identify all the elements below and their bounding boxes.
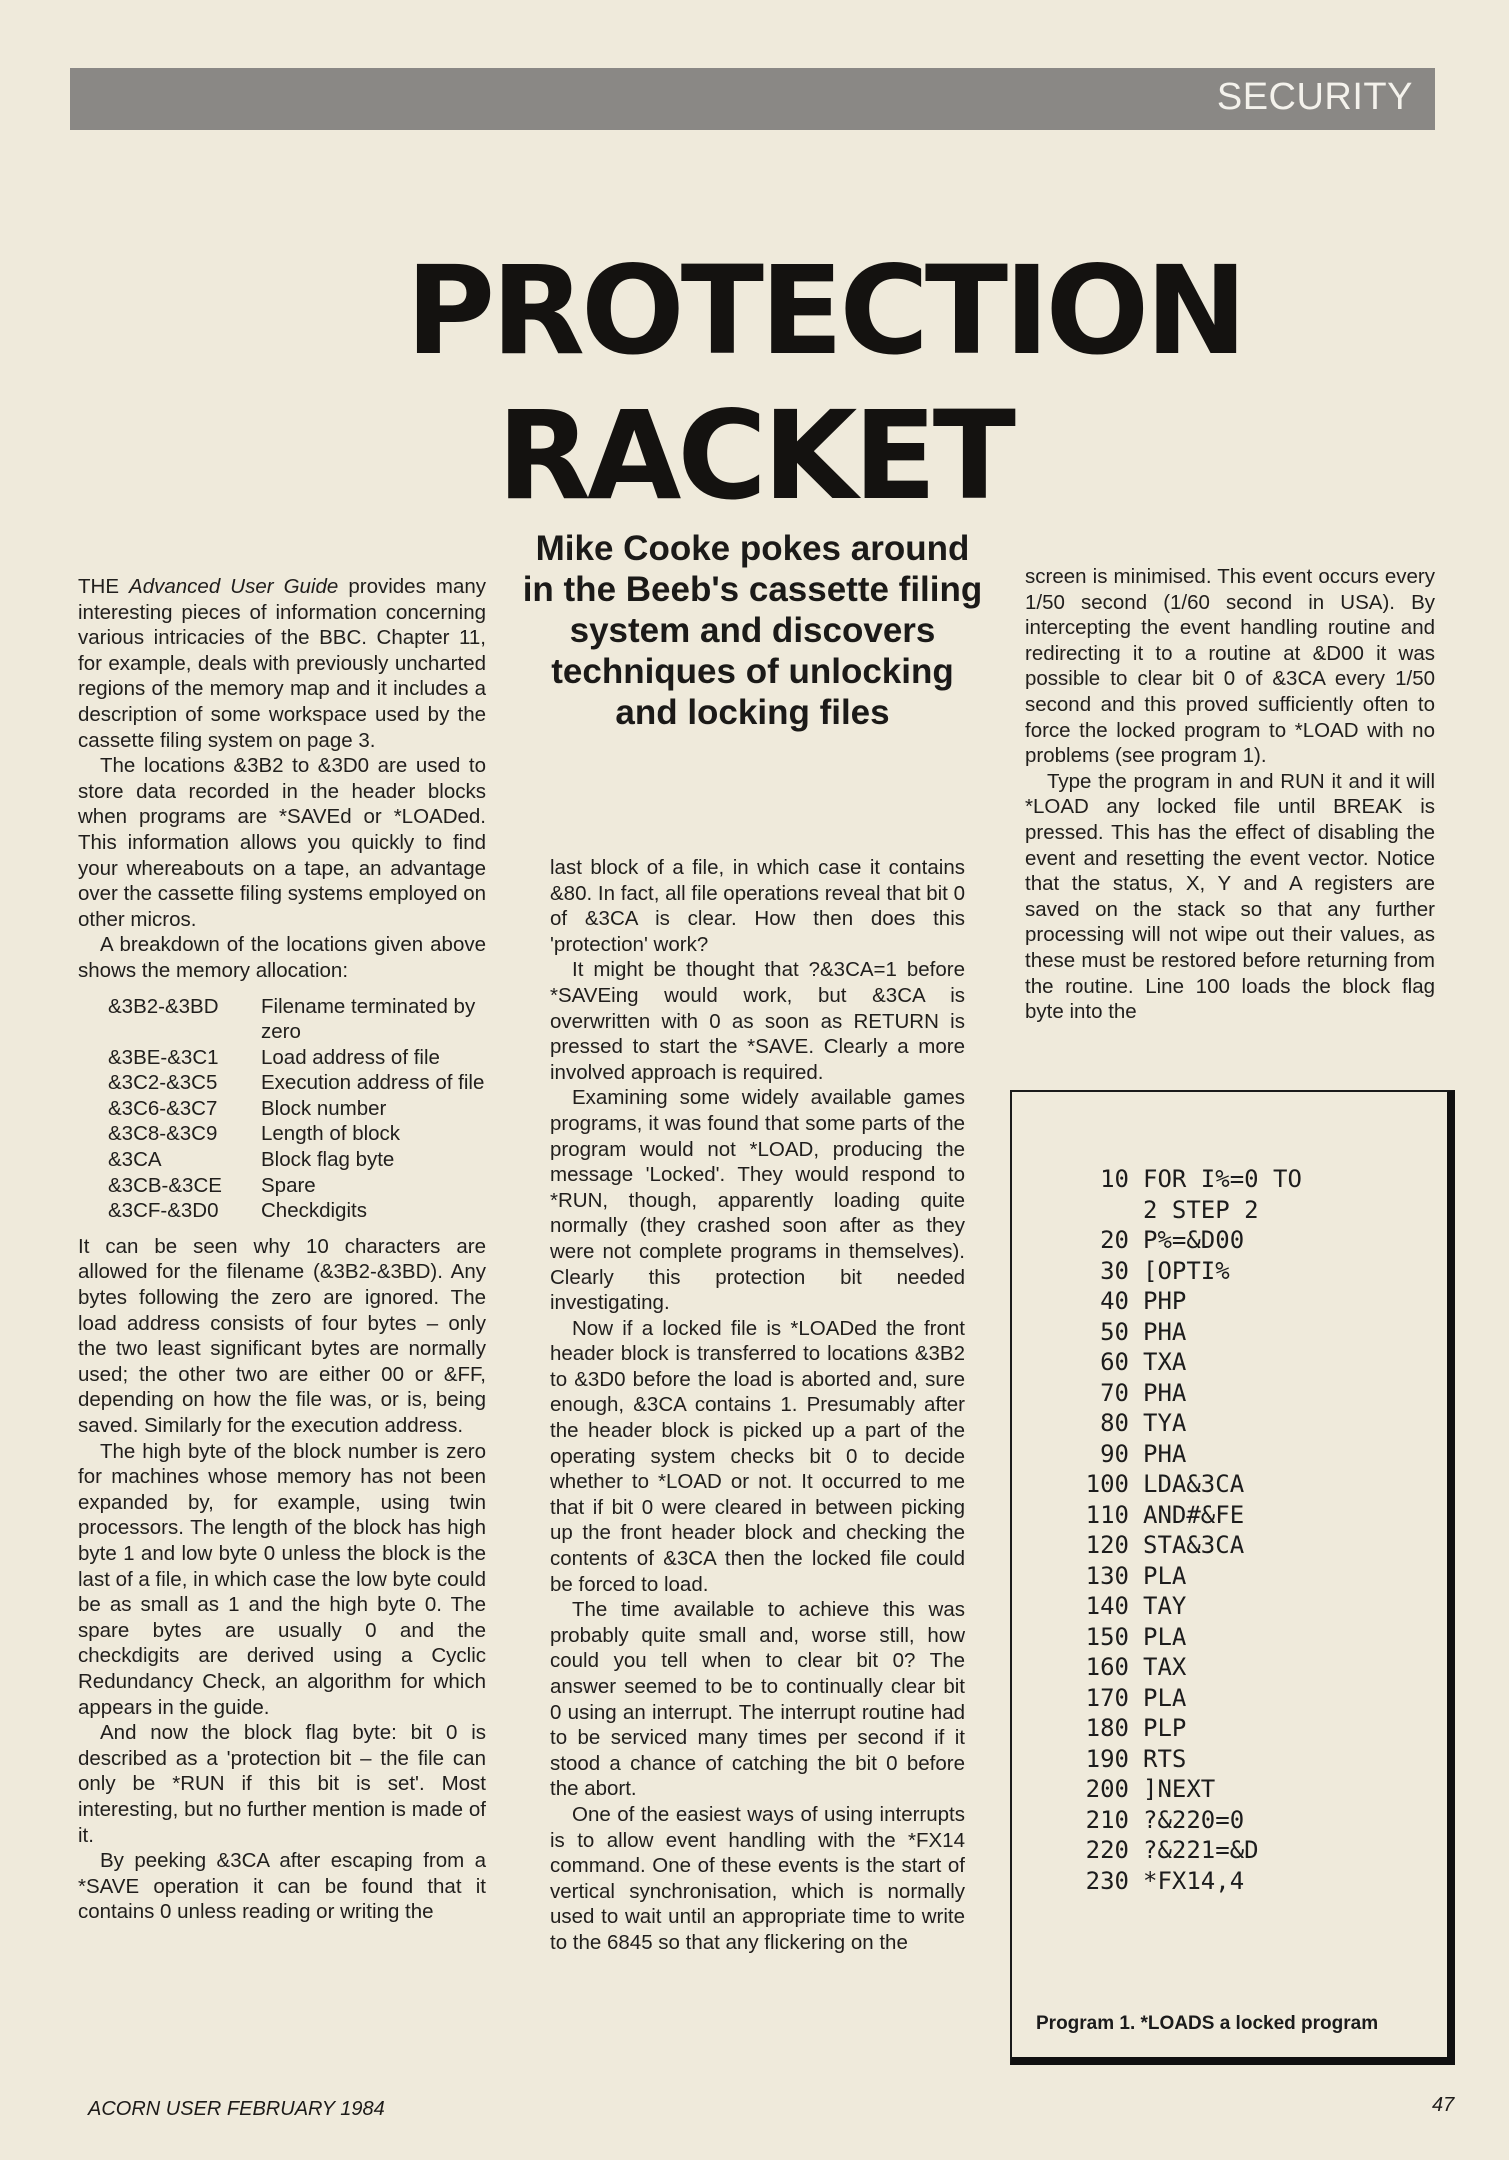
line-code: PLA [1143,1683,1187,1712]
paragraph: Now if a locked file is *LOADed the front header block is transferred to locations &3B2 to &3D0 before the load is aborted and, sure enough, &3CA contains 1. Presumably after the header block is picked up a part of the operating system checks bit 0 to decide whether to *LOAD or not. It occurred to me that if bit 0 were cleared in between picking up the front header block and checking the contents of &3CA then the locked file could be forced to load. [550,1316,965,1596]
line-number: 110 [1085,1500,1129,1529]
line-number: 70 [1100,1378,1129,1407]
line-number: 170 [1085,1683,1129,1712]
allocation-address: &3CA [108,1148,162,1172]
column-1 [78,574,486,1925]
allocation-row [108,1198,486,1224]
code-line [1054,1774,1302,1805]
line-number: 230 [1085,1866,1129,1895]
code-line [1054,1317,1302,1348]
code-line [1054,1683,1302,1714]
allocation-address: &3C8-&3C9 [108,1122,218,1146]
allocation-address: &3C2-&3C5 [108,1071,218,1095]
line-number: 160 [1085,1653,1129,1681]
line-number: 210 [1085,1805,1129,1834]
page-number: 47 [1432,2094,1455,2116]
paragraph: It can be seen why 10 characters are allowed for the filename (&3B2-&3BD). Any bytes following the zero are ignored. The load address consists of four bytes – only the two least significant bytes are normally used; the other two are either 00 or &FF, depending on how the file was, or is, being saved. Similarly for the execution address. [78,1234,486,1437]
line-code: AND#&FE [1143,1500,1245,1529]
section-band [70,68,1435,130]
allocation-address: &3CF-&3D0 [108,1199,219,1223]
allocation-row [108,1096,486,1122]
line-code: P%=&D00 [1143,1226,1245,1254]
allocation-description: Spare [261,1173,316,1197]
program-listing-box [1010,1090,1455,2065]
paragraph: One of the easiest ways of using interrupts is to allow event handling with the *FX14 command. One of these events is the start of vertical synchronisation, which is normally used to wait until an appropriate time to write to the 6845 so that any flickering on the [550,1802,965,1954]
text-run: provides many interesting pieces of information concerning various intricacies of the BBC. Chapter 11, for example, deals with previously uncharted regions of the memory map and it includes a description of some workspace used by the cassette filing system on page 3. [78,575,486,752]
standfirst: Mike Cooke pokes around in the Beeb's cassette filing system and discovers techniques of unlocking and locking files [522,529,983,732]
program-caption: Program 1. *LOADS a locked program [1036,2013,1379,2034]
line-number: 120 [1085,1531,1129,1559]
line-code: FOR I%=0 TO [1143,1165,1302,1193]
line-number [1054,1195,1129,1226]
line-code: PLA [1143,1561,1187,1590]
line-code: PLP [1143,1714,1187,1742]
paragraph: By peeking &3CA after escaping from a *SAVE operation it can be found that it contains 0 unless reading or writing the [78,1849,486,1924]
line-number: 30 [1100,1256,1129,1285]
allocation-description: Execution address of file [261,1071,485,1095]
line-code: ?&221=&D [1143,1836,1259,1864]
code-line [1054,1652,1302,1683]
line-code: TXA [1143,1348,1187,1376]
line-code: PHA [1143,1317,1187,1346]
line-number: 190 [1085,1744,1129,1773]
allocation-row [108,1147,486,1173]
line-number: 130 [1085,1561,1129,1590]
code-line [1054,1164,1302,1195]
paragraph: last block of a file, in which case it contains &80. In fact, all file operations reveal that bit 0 of &3CA is clear. How then does this 'protection' work? [550,856,965,956]
code-line [1054,1561,1302,1592]
paragraph [78,574,486,753]
line-number: 220 [1085,1836,1129,1864]
paragraph: A breakdown of the locations given above shows the memory allocation: [78,933,486,982]
program-listing [1054,1164,1302,1896]
code-line [1054,1622,1302,1653]
line-number: 180 [1085,1714,1129,1742]
line-code: PHA [1143,1378,1187,1407]
line-code: ]NEXT [1143,1775,1216,1803]
line-code: *FX14,4 [1143,1866,1245,1895]
line-number: 80 [1100,1409,1129,1437]
line-code: PLA [1143,1622,1187,1651]
paragraph: And now the block flag byte: bit 0 is described as a 'protection bit – the file can only be *RUN if this bit is set'. Most interesting, but no further mention is made of it. [78,1721,486,1847]
code-line [1054,1866,1302,1897]
line-code: PHA [1143,1439,1187,1468]
column-2 [550,855,965,1956]
allocation-address: &3C6-&3C7 [108,1096,218,1120]
code-line [1054,1225,1302,1256]
book-title: Advanced User Guide [129,575,339,598]
line-code: [OPTI% [1143,1256,1230,1285]
line-code: TAY [1143,1592,1187,1620]
paragraph: It might be thought that ?&3CA=1 before *SAVEing would work, but &3CA is overwritten with 0 as soon as RETURN is pressed to start the *SAVE. Clearly a more involved approach is required. [550,958,965,1084]
allocation-description: Block flag byte [261,1148,395,1172]
headline-line-1: PROTECTION [405,240,1244,382]
allocation-address: &3B2-&3BD [108,994,219,1018]
line-number: 200 [1085,1775,1129,1803]
line-code: LDA&3CA [1143,1470,1245,1498]
line-number: 50 [1100,1317,1129,1346]
paragraph: screen is minimised. This event occurs every 1/50 second (1/60 second in USA). By intercepting the event handling routine and redirecting it to a routine at &D00 it was possible to clear bit 0 of &3CA every 1/50 second and this proved sufficiently often to force the locked program to *LOAD with no problems (see program 1). [1025,565,1435,768]
line-code: RTS [1143,1744,1187,1773]
allocation-address: &3BE-&3C1 [108,1045,219,1069]
section-label: SECURITY [1216,76,1413,118]
headline-line-2: RACKET [497,385,1012,527]
allocation-row [108,1045,486,1071]
code-line [1054,1805,1302,1836]
line-number: 140 [1085,1592,1129,1620]
code-line [1054,1591,1302,1622]
allocation-description: Load address of file [261,1045,440,1069]
paragraph: The high byte of the block number is zero for machines whose memory has not been expanded by, for example, using twin processors. The length of the block has high byte 1 and low byte 0 unless the block is the last of a file, in which case the low byte could be as small as 1 and the high byte 0. The spare bytes are usually 0 and the checkdigits are derived using a Cyclic Redundancy Check, an algorithm for which appears in the guide. [78,1439,486,1719]
line-code: STA&3CA [1143,1531,1245,1559]
line-number: 10 [1100,1165,1129,1193]
line-number: 20 [1100,1226,1129,1254]
allocation-row [108,994,486,1045]
allocation-description: Block number [261,1096,387,1120]
paragraph: Type the program in and RUN it and it will *LOAD any locked file until BREAK is pressed. This has the effect of disabling the event and resetting the event vector. Notice that the status, X, Y and A registers are saved on the stack so that any further processing will not wipe out their values, as these must be restored before returning from the routine. Line 100 loads the block flag byte into the [1025,769,1435,1024]
allocation-row [108,1173,486,1199]
allocation-description: Filename terminated by zero [261,994,476,1044]
code-line [1054,1256,1302,1287]
allocation-description: Checkdigits [261,1199,367,1223]
line-code: PHP [1143,1287,1187,1315]
allocation-row [108,1121,486,1147]
line-number: 90 [1100,1439,1129,1468]
publication-footer: ACORN USER FEBRUARY 1984 [88,2098,385,2120]
allocation-description: Length of block [261,1122,401,1146]
memory-allocation-table [108,994,486,1224]
column-3 [1025,564,1435,1025]
line-code: 2 STEP 2 [1143,1195,1259,1224]
code-line [1054,1439,1302,1470]
code-line [1054,1713,1302,1744]
code-line [1054,1469,1302,1500]
code-line [1054,1835,1302,1866]
paragraph: Examining some widely available games programs, it was found that some parts of the program would not *LOAD, producing the message 'Locked'. They would respond to *RUN, though, apparently loading quite normally (they crashed soon after as they were not complete programs in themselves). Clearly this protection bit needed investigating. [550,1086,965,1315]
code-line [1054,1500,1302,1531]
allocation-address: &3CB-&3CE [108,1173,222,1197]
code-line [1054,1195,1302,1226]
paragraph: The locations &3B2 to &3D0 are used to store data recorded in the header blocks when programs are *SAVEd or *LOADed. This information allows you quickly to find your whereabouts on a tape, an advantage over the cassette filing systems employed on other micros. [78,754,486,931]
line-code: TYA [1143,1409,1187,1437]
text-run: THE [78,575,130,598]
code-line [1054,1530,1302,1561]
line-number: 100 [1085,1470,1129,1498]
line-code: TAX [1143,1653,1187,1681]
code-line [1054,1347,1302,1378]
line-code: ?&220=0 [1143,1805,1245,1834]
line-number: 150 [1085,1622,1129,1651]
code-line [1054,1378,1302,1409]
line-number: 40 [1100,1287,1129,1315]
code-line [1054,1286,1302,1317]
code-line [1054,1408,1302,1439]
paragraph: The time available to achieve this was probably quite small and, worse still, how could you tell when to clear bit 0? The answer seemed to be to continually clear bit 0 using an interrupt. The interrupt routine had to be serviced many times per second if it stood a chance of catching the bit 0 before the abort. [550,1598,965,1801]
allocation-row [108,1070,486,1096]
code-line [1054,1744,1302,1775]
line-number: 60 [1100,1348,1129,1376]
